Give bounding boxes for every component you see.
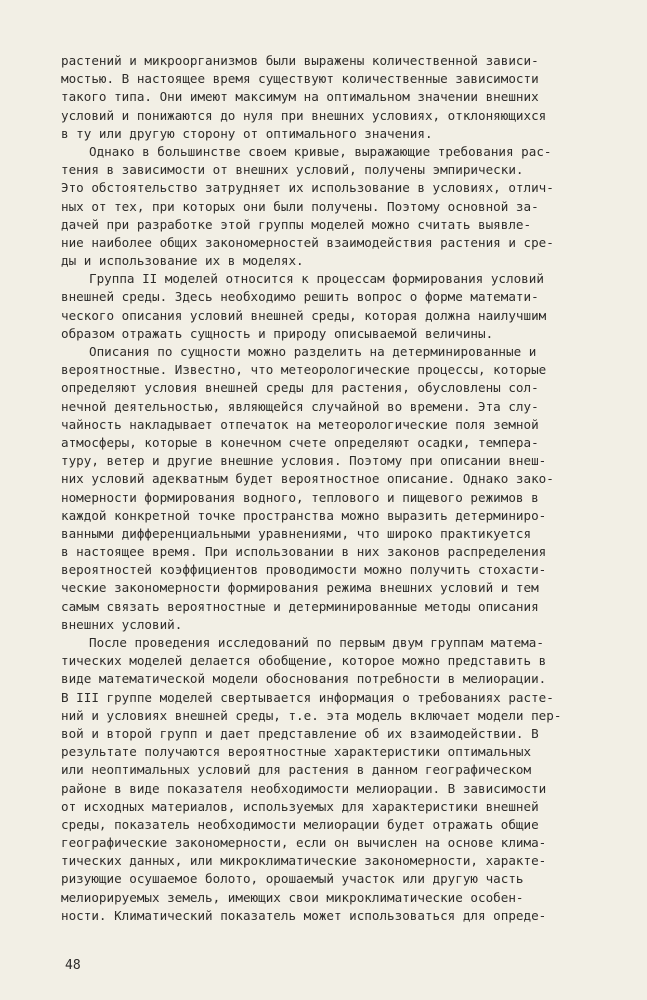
text-line: самым связать вероятностные и детерминированные методы описания: [61, 598, 539, 614]
text-line: вероятностей коэффициентов проводимости можно получить стохасти-: [61, 562, 547, 578]
text-line: них условий адекватным будет вероятностное описание. Однако зако-: [61, 471, 554, 487]
text-line: Однако в большинстве своем кривые, выражающие требования рас-: [89, 143, 552, 159]
text-line: ности. Климатический показатель может использоваться для опреде-: [61, 907, 547, 923]
text-line: После проведения исследований по первым двум группам матема-: [89, 635, 544, 650]
text-line: тических моделей делается обобщение, которое можно представить в: [61, 653, 547, 669]
text-line: виде математической модели обоснования потребности в мелиорации.: [61, 671, 547, 687]
text-line: вой и второй групп и дает представление об их взаимодействии. В: [61, 725, 539, 741]
text-line: нечной деятельностью, являющейся случайной во времени. Эта слу-: [61, 398, 539, 414]
paragraph: [61, 143, 621, 270]
text-line: ческие закономерности формирования режима внешних условий и тем: [61, 580, 539, 596]
text-line: такого типа. Они имеют максимум на оптимальном значении внешних: [61, 89, 539, 105]
text-line: туру, ветер и другие внешние условия. Поэтому при описании внеш-: [61, 453, 547, 469]
text-line: результате получаются вероятностные характеристики оптимальных: [61, 744, 532, 760]
paragraph: [61, 343, 621, 634]
text-line: районе в виде показателя необходимости мелиорации. В зависимости: [61, 780, 547, 796]
text-line: условий и понижаются до нуля при внешних условиях, отклоняющихся: [61, 107, 547, 123]
text-line: чайность накладывает отпечаток на метеорологические поля земной: [61, 416, 539, 432]
text-line: внешних условий.: [61, 616, 183, 632]
text-line: атмосферы, которые в конечном счете определяют осадки, темпера-: [61, 434, 539, 450]
text-line: ческого описания условий внешней среды, которая должна наилучшим: [61, 307, 547, 323]
paragraph: [61, 270, 621, 343]
text-line: Описания по сущности можно разделить на детерминированные и: [89, 344, 537, 359]
text-line: ризующие осушаемое болото, орошаемый участок или другую часть: [61, 871, 524, 887]
text-line: номерности формирования водного, теплового и пищевого режимов в: [61, 489, 539, 505]
text-line: ды и использование их в моделях.: [61, 253, 304, 269]
paragraph: [61, 634, 621, 925]
text-line: образом отражать сущность и природу описываемой величины.: [61, 325, 494, 341]
text-line: В III группе моделей свертывается информация о требованиях расте-: [61, 689, 554, 705]
text-line: мостью. В настоящее время существуют количественные зависимости: [61, 71, 539, 87]
text-line: тических данных, или микроклиматические закономерности, характе-: [61, 853, 547, 869]
text-line: от исходных материалов, используемых для характеристики внешней: [61, 798, 539, 814]
text-line: каждой конкретной точке пространства можно выразить детерминиро-: [61, 507, 547, 523]
text-line: Группа II моделей относится к процессам формирования условий: [89, 271, 544, 287]
text-line: ние наиболее общих закономерностей взаимодействия растения и сре-: [61, 234, 554, 250]
text-line: растений и микроорганизмов были выражены количественной зависи-: [61, 53, 539, 68]
body-text: [61, 52, 621, 925]
text-line: географические закономерности, если он вычислен на основе клима-: [61, 835, 547, 851]
text-line: среды, показатель необходимости мелиорации будет отражать общие: [61, 816, 539, 832]
text-line: тения в зависимости от внешних условий, получены эмпирически.: [61, 162, 524, 178]
text-line: вероятностные. Известно, что метеорологические процессы, которые: [61, 362, 547, 378]
text-line: определяют условия внешней среды для растения, обусловлены сол-: [61, 380, 539, 396]
text-line: ний и условиях внешней среды, т.е. эта модель включает модели пер-: [61, 707, 562, 723]
text-line: Это обстоятельство затрудняет их использование в условиях, отлич-: [61, 180, 554, 196]
paragraph: [61, 52, 621, 143]
page-number: 48: [65, 958, 81, 973]
text-line: в ту или другую сторону от оптимального значения.: [61, 125, 433, 141]
text-line: ванными дифференциальными уравнениями, что широко практикуется: [61, 525, 532, 541]
text-line: ных от тех, при которых они были получены. Поэтому основной за-: [61, 198, 539, 214]
text-line: в настоящее время. При использовании в них законов распределения: [61, 544, 547, 560]
text-line: или неоптимальных условий для растения в данном географическом: [61, 762, 532, 778]
text-line: мелиорируемых земель, имеющих свои микроклиматические особен-: [61, 889, 524, 905]
text-line: внешней среды. Здесь необходимо решить вопрос о форме математи-: [61, 289, 539, 305]
text-line: дачей при разработке этой группы моделей можно считать выявле-: [61, 216, 532, 232]
